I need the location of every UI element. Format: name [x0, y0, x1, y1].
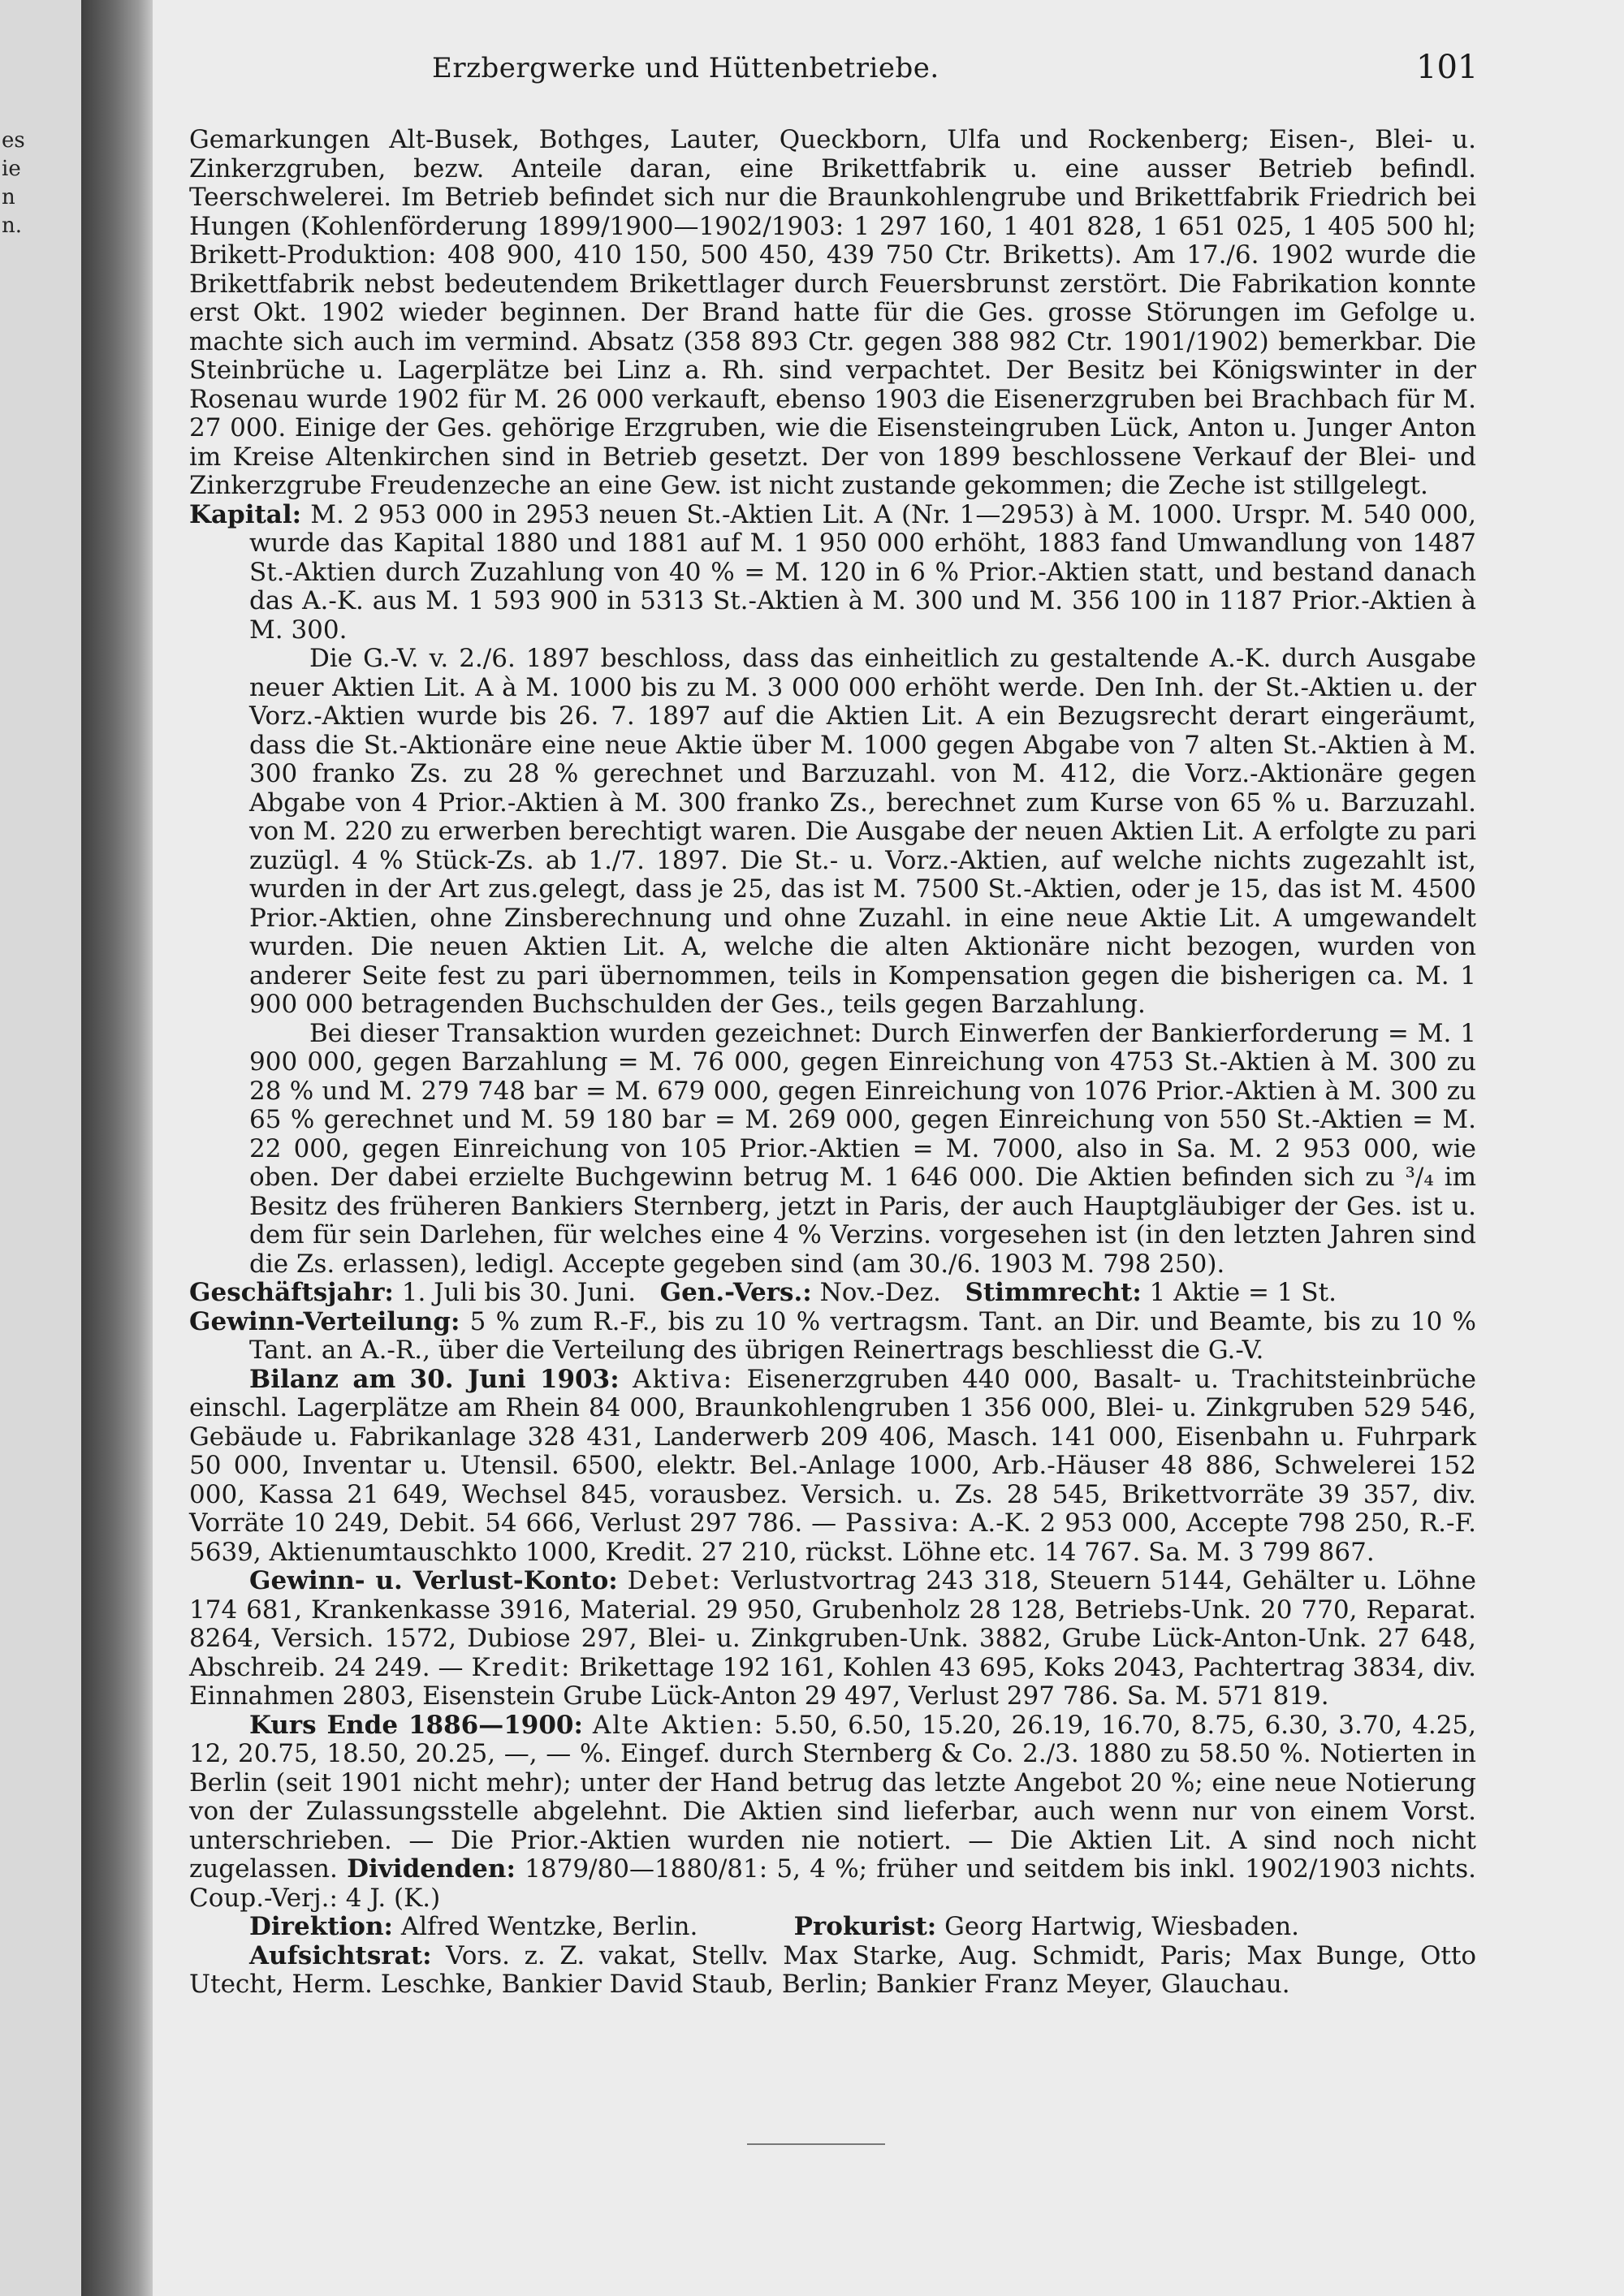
- book-gutter: [81, 0, 153, 2296]
- kapital-label: Kapital:: [189, 499, 302, 529]
- direktion-label: Direktion:: [249, 1912, 393, 1941]
- kapital-paragraph-3: Bei dieser Transaktion wurden gezeichnet: Durch Einwerfen der Bankierforderung = M. 1 900 000, gegen Barzahlung = M. 76 000, gegen Einreichung von 4753 St.-Aktien à M. 300 zu 28 % und M. 279 748 bar = M. 679 000, gegen Einreichung von 1076 Prior.-Aktien à M. 300 zu 65 % gerechnet und M. 59 180 bar = M. 269 000, gegen Einreichung von 550 St.-Aktien = M. 22 000, gegen Einreichung von 105 Prior.-Aktien = M. 7000, also in Sa. M. 2 953 000, wie oben. Der dabei erzielte Buchgewinn betrug M. 1 646 000. Die Aktien befinden sich zu ³/₄ im Besitz des früheren Bankiers Sternberg, jetzt in Paris, der auch Hauptgläubiger der Ges. ist u. dem für sein Darlehen, für welches eine 4 % Verzins. vorgesehen ist (in den letzten Jahren sind die Zs. erlassen), ledigl. Accepte gegeben sind (am 30./6. 1903 M. 798 250).: [249, 1018, 1476, 1279]
- aufsichtsrat-label: Aufsichtsrat:: [249, 1940, 432, 1970]
- direktion-line: [189, 1913, 1476, 1942]
- prokurist-text: Georg Hartwig, Wiesbaden.: [944, 1912, 1300, 1941]
- dividenden-label: Dividenden:: [347, 1854, 516, 1884]
- bilanz-aktiva-text: Eisenerzgruben 440 000, Basalt- u. Trachitsteinbrüche einschl. Lagerplätze am Rhein 84 000, Braunkohlengruben 1 356 000, Blei- u. Zinkgruben 529 546, Gebäude u. Fabrikanlage 328 431, Landerwerb 209 406, Masch. 141 000, Eisenbahn u. Fuhrpark 50 000, Inventar u. Utensil. 6500, elektr. Bel.-Anlage 1000, Arb.-Häuser 48 886, Schwelerei 152 000, Kassa 21 649, Wechsel 845, vorausbez. Versich. u. Zs. 28 545, Brikettvorräte 39 357, div. Vorräte 10 249, Debit. 54 666, Verlust 297 786. —: [189, 1364, 1477, 1538]
- gewinn-verlust-konto: [189, 1567, 1476, 1711]
- running-title: Erzbergwerke und Hüttenbetriebe.: [432, 52, 939, 84]
- previous-page-edge: [0, 0, 81, 2296]
- passiva-label: Passiva:: [844, 1508, 961, 1538]
- stimmrecht-text: 1 Aktie = 1 St.: [1149, 1278, 1337, 1307]
- bilanz: [189, 1366, 1476, 1568]
- guv-label: Gewinn- u. Verlust-Konto:: [249, 1566, 618, 1595]
- section-divider: [747, 2143, 885, 2145]
- gewinn-verteilung-text: 5 % zum R.-F., bis zu 10 % vertragsm. Tant. an Dir. und Beamte, bis zu 10 % Tant. an A.-R., über die Verteilung des übrigen Reinertrags beschliesst die G.-V.: [249, 1306, 1477, 1365]
- kapital-text: M. 2 953 000 in 2953 neuen St.-Aktien Lit. A (Nr. 1—2953) à M. 1000. Urspr. M. 540 000, wurde das Kapital 1880 und 1881 auf M. 1 950 000 erhöht, 1883 fand Umwandlung von 1487 St.-Aktien durch Zuzahlung von 40 % = M. 120 in 6 % Prior.-Aktien statt, und bestand danach das A.-K. aus M. 1 593 900 in 5313 St.-Aktien à M. 300 und M. 356 100 in 1187 Prior.-Aktien à M. 300.: [249, 499, 1476, 645]
- kurse: [189, 1711, 1476, 1914]
- gen-vers-text: Nov.-Dez.: [819, 1278, 941, 1307]
- kapital-paragraph-2: Die G.-V. v. 2./6. 1897 beschloss, dass das einheitlich zu gestaltende A.-K. durch Ausgabe neuer Aktien Lit. A à M. 1000 bis zu M. 3 000 000 erhöht werde. Den Inh. der St.-Aktien u. der Vorz.-Aktien wurde bis 26. 7. 1897 auf die Aktien Lit. A ein Bezugsrecht derart eingeräumt, dass die St.-Aktionäre eine neue Aktie über M. 1000 gegen Abgabe von 7 alten St.-Aktien à M. 300 franko Zs. zu 28 % gerechnet und Barzuzahl. von M. 412, die Vorz.-Aktionäre gegen Abgabe von 4 Prior.-Aktien à M. 300 franko Zs., berechnet zum Kurse von 65 % u. Barzuzahl. von M. 220 zu erwerben berechtigt waren. Die Ausgabe der neuen Aktien Lit. A erfolgte zu pari zuzügl. 4 % Stück-Zs. ab 1./7. 1897. Die St.- u. Vorz.-Aktien, auf welche nichts zugezahlt ist, wurden in der Art zus.gelegt, dass je 25, das ist M. 7500 St.-Aktien, oder je 15, das ist M. 4500 Prior.-Aktien, ohne Zinsberechnung und ohne Zuzahl. in eine neue Aktie Lit. A umgewandelt wurden. Die neuen Aktien Lit. A, welche die alten Aktionäre nicht bezogen, wurden von anderer Seite fest zu pari übernommen, teils in Kompensation gegen die bisherigen ca. M. 1 900 000 betragenden Buchschulden der Ges., teils gegen Barzahlung.: [249, 644, 1477, 1019]
- geschaeftsjahr-text: 1. Juli bis 30. Juni.: [401, 1278, 637, 1307]
- aufsichtsrat-text: Vors. z. Z. vakat, Stellv. Max Starke, Aug. Schmidt, Paris; Max Bunge, Otto Utecht, Herm. Leschke, Bankier David Staub, Berlin; Bankier Franz Meyer, Glauchau.: [189, 1940, 1476, 1999]
- guv-kredit-text: Brikettage 192 161, Kohlen 43 695, Koks 2043, Pachtertrag 3834, div. Einnahmen 2803, Eisenstein Grube Lück-Anton 29 497, Verlust 297 786. Sa. M. 571 819.: [189, 1652, 1477, 1711]
- kurs-label: Kurs Ende 1886—1900:: [249, 1710, 583, 1740]
- aufsichtsrat: [189, 1942, 1476, 2000]
- gewinn-verteilung: [189, 1308, 1476, 1366]
- page-number: 101: [1416, 49, 1479, 86]
- alte-aktien-label: Alte Aktien:: [592, 1710, 765, 1740]
- bilanz-label: Bilanz am 30. Juni 1903:: [249, 1364, 620, 1394]
- kurs-text: 5.50, 6.50, 15.20, 26.19, 16.70, 8.75, 6.30, 3.70, 4.25, 12, 20.75, 18.50, 20.25, —, — %. Eingef. durch Sternberg & Co. 2./3. 1880 zu 58.50 %. Notierten in Berlin (seit 1901 nicht mehr); unter der Hand betrug das letzte Angebot 20 %; eine neue Notierung von der Zulassungsstelle abgelehnt. Die Aktien sind lieferbar, auch wenn nur von einem Vorst. unterschrieben. — Die Prior.-Aktien wurden nie notiert. — Die Aktien Lit. A sind noch nicht zugelassen.: [189, 1710, 1477, 1884]
- stimmrecht-label: Stimmrecht:: [965, 1278, 1142, 1307]
- page-body: [189, 126, 1476, 2000]
- prokurist-label: Prokurist:: [793, 1912, 937, 1941]
- kapital-section: [189, 501, 1476, 645]
- margin-fragment: n.: [2, 214, 23, 238]
- gewinn-verteilung-label: Gewinn-Verteilung:: [189, 1306, 460, 1336]
- geschaeftsjahr-label: Geschäftsjahr:: [189, 1278, 394, 1307]
- margin-fragment: ie: [2, 157, 21, 181]
- kredit-label: Kredit:: [471, 1652, 572, 1682]
- margin-fragment: n: [2, 185, 15, 209]
- margin-fragment: es: [2, 128, 25, 153]
- aktiva-label: Aktiva:: [633, 1364, 734, 1394]
- bilanz-passiva-text: A.-K. 2 953 000, Accepte 798 250, R.-F. 5639, Aktienumtauschkto 1000, Kredit. 27 210, rückst. Löhne etc. 14 767. Sa. M. 3 799 867.: [189, 1508, 1477, 1567]
- direktion-text: Alfred Wentzke, Berlin.: [400, 1912, 698, 1941]
- dividenden-text: 1879/80—1880/81: 5, 4 %; früher und seitdem bis inkl. 1902/1903 nichts. Coup.-Verj.: 4 J. (K.): [189, 1854, 1476, 1913]
- gen-vers-label: Gen.-Vers.:: [659, 1278, 812, 1307]
- guv-debet-text: Verlustvortrag 243 318, Steuern 5144, Gehälter u. Löhne 174 681, Krankenkasse 3916, Material. 29 950, Grubenholz 28 128, Betriebs-Unk. 20 770, Reparat. 8264, Versich. 1572, Dubiose 297, Blei- u. Zinkgruben-Unk. 3882, Grube Lück-Anton-Unk. 27 648, Abschreib. 24 249. —: [189, 1566, 1477, 1682]
- meta-line: [189, 1279, 1476, 1308]
- intro-paragraph: Gemarkungen Alt-Busek, Bothges, Lauter, Queckborn, Ulfa und Rockenberg; Eisen-, Blei- u. Zinkerzgruben, bezw. Anteile daran, eine Brikettfabrik u. eine ausser Betrieb befindl. Teerschwelerei. Im Betrieb befindet sich nur die Braunkohlengrube und Brikettfabrik Friedrich bei Hungen (Kohlenförderung 1899/1900—1902/1903: 1 297 160, 1 401 828, 1 651 025, 1 405 500 hl; Brikett-Produktion: 408 900, 410 150, 500 450, 439 750 Ctr. Briketts). Am 17./6. 1902 wurde die Brikettfabrik nebst bedeutendem Brikettlager durch Feuersbrunst zerstört. Die Fabrikation konnte erst Okt. 1902 wieder beginnen. Der Brand hatte für die Ges. grosse Störungen im Gefolge u. machte sich auch im vermind. Absatz (358 893 Ctr. gegen 388 982 Ctr. 1901/1902) bemerkbar. Die Steinbrüche u. Lagerplätze bei Linz a. Rh. sind verpachtet. Der Besitz bei Königswinter in der Rosenau wurde 1902 für M. 26 000 verkauft, ebenso 1903 die Eisenerzgruben bei Brachbach für M. 27 000. Einige der Ges. gehörige Erzgruben, wie die Eisensteingruben Lück, Anton u. Junger Anton im Kreise Altenkirchen sind in Betrieb gesetzt. Der von 1899 beschlossene Verkauf der Blei- und Zinkerzgrube Freudenzeche an eine Gew. ist nicht zustande gekommen; die Zeche ist stillgelegt.: [189, 125, 1476, 500]
- debet-label: Debet:: [627, 1566, 722, 1595]
